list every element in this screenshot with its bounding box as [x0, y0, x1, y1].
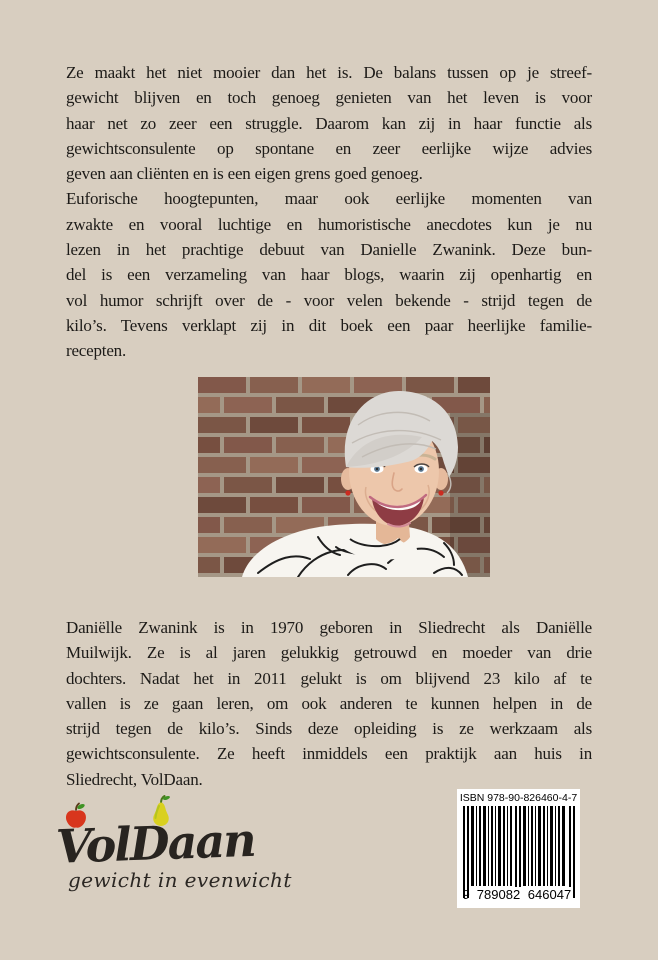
barcode-digit-group: 9 [462, 887, 470, 902]
text-line: vol humor schrijft over de - voor velen bekende - strijd tegen de [66, 290, 592, 310]
text-line: zwakte en vooral luchtige en humoristische anecdotes kun je nu [66, 214, 592, 234]
text-line: strijd tegen de kilo’s. Sinds deze opleiding is ze werkzaam als [66, 719, 592, 739]
earring-left [345, 490, 350, 495]
text-line: Euforische hoogtepunten, maar ook eerlijke momenten van [66, 189, 592, 209]
barcode-digits [463, 887, 575, 902]
text-line: Ze maakt het niet mooier dan het is. De balans tussen op je streef- [66, 63, 592, 82]
author-portrait-photo [198, 377, 490, 577]
publisher-tagline: gewicht in evenwicht [68, 868, 292, 892]
isbn-barcode [457, 789, 580, 908]
earring-right [438, 490, 443, 495]
text-line: Sliedrecht, VolDaan. [66, 769, 203, 789]
text-line: gewichtsconsulente op spontane en zeer eerlijke wijze advies [66, 138, 592, 158]
barcode-digit-group: 646047 [527, 887, 572, 902]
author-bio-text [66, 615, 592, 792]
synopsis-paragraph-2 [66, 186, 592, 363]
text-line: recepten. [66, 341, 127, 361]
isbn-number: ISBN 978-90-826460-4-7 [459, 792, 578, 804]
text-line: haar net zo zeer een struggle. Daarom kan zij in haar functie als [66, 113, 592, 133]
text-line: vallen is ze gaan leren, om ook anderen te kunnen helpen in de [66, 693, 592, 713]
synopsis-paragraph-1 [66, 60, 592, 186]
publisher-logo [55, 794, 292, 904]
text-line: dochters. Nadat het in 2011 gelukt is om blijvend 23 kilo af te [66, 668, 592, 688]
text-line: del is een verzameling van haar blogs, waarin zij openhartig en [66, 265, 592, 285]
text-line: Muilwijk. Ze is al jaren gelukkig getrouwd en moeder van drie [66, 643, 592, 663]
text-line: geven aan cliënten en is een eigen grens goed genoeg. [66, 164, 423, 184]
barcode-digit-group: 789082 [475, 887, 523, 902]
text-line: lezen in het prachtige debuut van Danielle Zwanink. Deze bun- [66, 240, 592, 260]
text-line: Daniëlle Zwanink is in 1970 geboren in Sliedrecht als Daniëlle [66, 618, 592, 637]
text-line: gewichtsconsulente. Ze heeft inmiddels een praktijk aan huis in [66, 744, 592, 764]
synopsis-text [66, 60, 592, 364]
text-line: gewicht blijven en toch genoeg genieten van het leven is voor [66, 88, 592, 108]
text-line: kilo’s. Tevens verklapt zij in dit boek een paar heerlijke familie- [66, 315, 592, 335]
publisher-wordmark: VolDaan [55, 812, 256, 874]
